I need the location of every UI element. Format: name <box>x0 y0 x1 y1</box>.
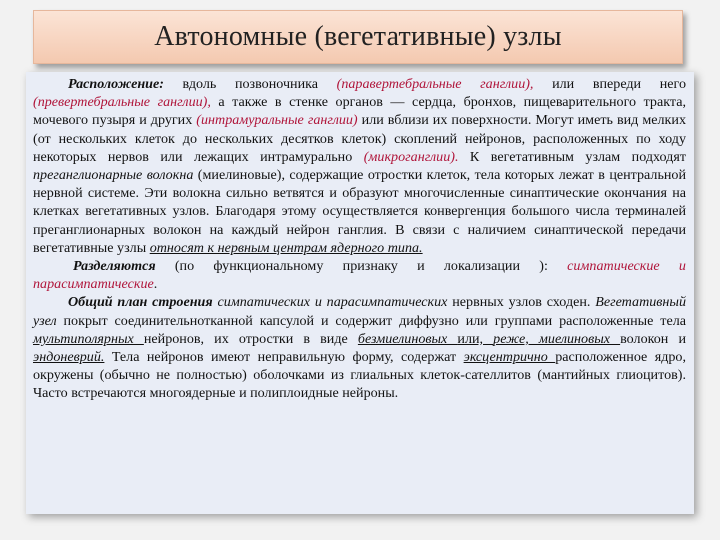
text-run: а также в стенке органов — сердца, бронхов, пищеварительного тракта, мочевого пузыря и других <box>33 94 686 129</box>
term-preganglionic: преганглионарные волокна <box>33 167 194 184</box>
term-nuclear-centers: относят к нервным центрам ядерного типа. <box>149 239 423 256</box>
title-banner <box>33 10 683 64</box>
term-endoneurium: эндоневрий. <box>33 349 105 366</box>
term-unmyelinated: безмиелиновых <box>357 330 458 347</box>
text-run: нейронов, их отростки в виде <box>143 330 358 347</box>
text-run: нервных узлов сходен. <box>447 294 596 311</box>
term-general-plan: Общий план строения <box>68 294 213 311</box>
text-run: . <box>153 276 158 293</box>
text-run: Тела нейронов имеют неправильную форму, содержат <box>104 349 464 366</box>
term-prevertebral: (превертебральные ганглии), <box>33 94 211 111</box>
paragraph-division <box>33 257 686 293</box>
text-run: или впереди него <box>533 76 686 92</box>
text-run: (миелиновые), содержащие отростки клеток, тела которых лежат в центральной нервной системе. Эти волокна сильно ветвятся и образуют многочисленные синаптические окончания на клетках вегетативных узлов. Благодаря этому осуществляется конвергенция большого числа терминалей преганглионарных волокон на каждый нейрон ганглия. В связи с наличием синаптической передачи вегетативные узлы <box>33 167 687 256</box>
term-intramural: (интрамуральные ганглии) <box>196 112 358 129</box>
text-run: К вегетативным узлам подходят <box>458 148 686 165</box>
term-rarely-myelinated: реже, миелиновых <box>493 330 621 347</box>
term-location: Расположение: <box>68 76 164 92</box>
text-run: волокон и <box>620 330 686 347</box>
term-microganglia: (микроганглии). <box>363 148 459 165</box>
text-run: или вблизи их поверхности. Могут иметь вид мелких (от нескольких клеток до нескольких десятков клеток) скоплений нейронов, расположенных по ходу некоторых нервов или лежащих интрамурально <box>33 112 686 165</box>
term-sympathetic-parasympathetic: симпатические и парасимпатические <box>33 258 686 293</box>
text-run: (по функциональному признаку и локализации ): <box>155 258 568 275</box>
term-symp-parasymp: симпатических и парасимпатических <box>217 294 448 311</box>
text-run: расположенное ядро, окружены (обычно не полностью) оболочками из глиальных клеток-сателлитов (мантийных глиоцитов). Часто встречаются многоядерные и полиплоидные нейроны. <box>33 349 687 402</box>
term-eccentric: эксцентрично <box>463 349 556 366</box>
text-run: вдоль позвоночника <box>163 76 337 92</box>
text-run: покрыт соединительнотканной капсулой и содержит диффузно или группами расположенные тела <box>56 312 686 329</box>
slide-title: Автономные (вегетативные) узлы <box>154 21 562 52</box>
text-run: или, <box>457 330 494 347</box>
term-vegetative-node: Вегетативный узел <box>33 294 686 329</box>
term-paravertebral: (паравертебральные ганглии), <box>336 76 534 92</box>
term-multipolar: мультиполярных <box>33 330 144 347</box>
paragraph-location <box>33 75 686 257</box>
paragraph-structure <box>33 293 686 402</box>
term-divided: Разделяются <box>73 258 156 275</box>
text-panel <box>26 72 694 514</box>
